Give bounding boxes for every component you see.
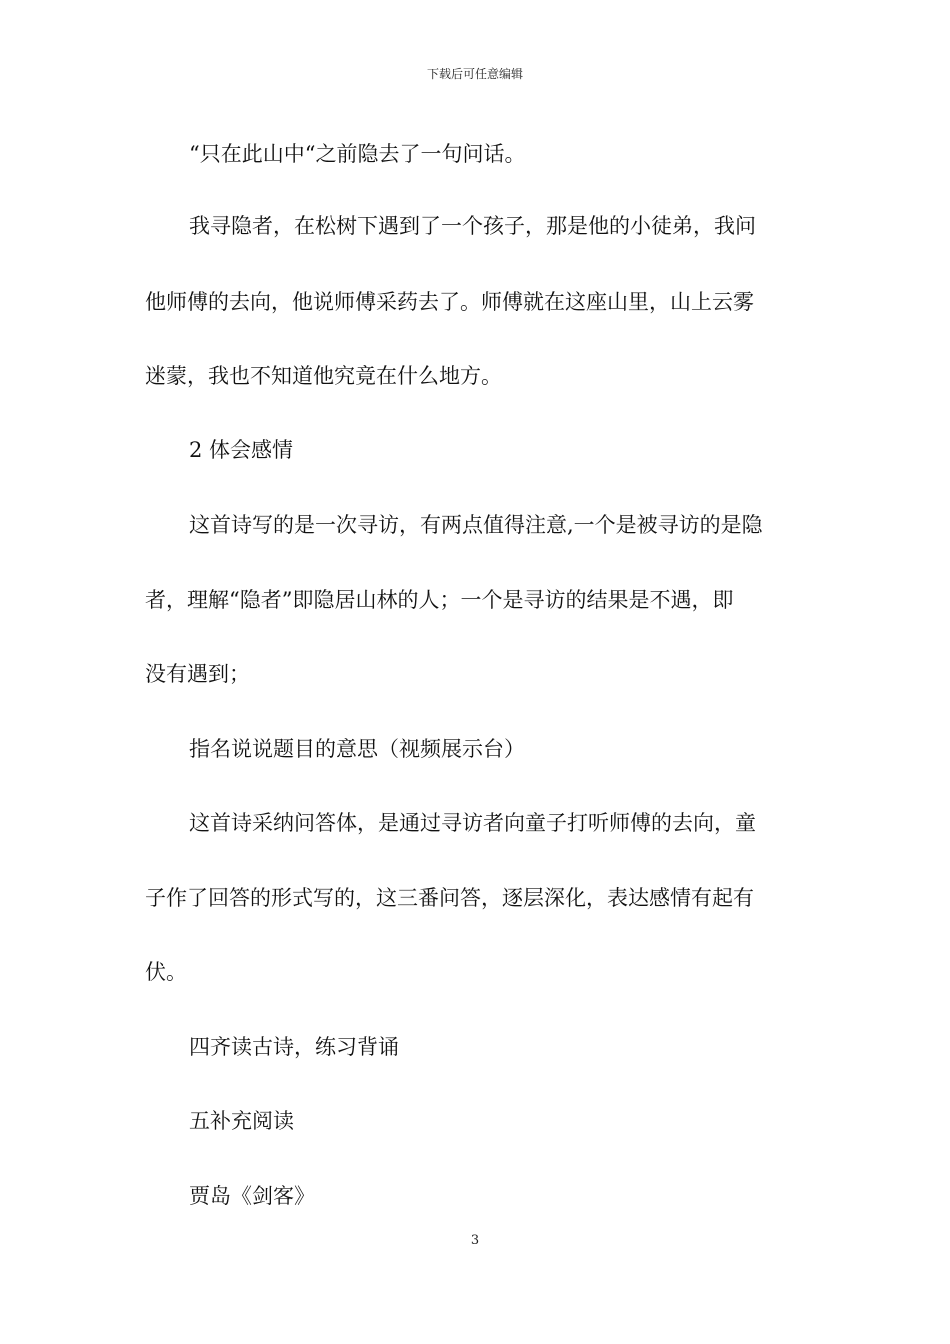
paragraph-line: 他师傅的去向，他说师傅采药去了。师傅就在这座山里，山上云雾 [145, 290, 754, 314]
paragraph-line: 迷蒙，我也不知道他究竟在什么地方。 [145, 364, 502, 388]
paragraph-line: 我寻隐者，在松树下遇到了一个孩子，那是他的小徒弟，我问 [189, 214, 756, 238]
page-number: 3 [470, 1233, 480, 1248]
paragraph-line: 这首诗采纳问答体，是通过寻访者向童子打听师傅的去向，童 [189, 811, 756, 835]
paragraph-line: 指名说说题目的意思（视频展示台） [189, 737, 525, 761]
paragraph-line: 者，理解“隐者”即隐居山林的人；一个是寻访的结果是不遇，即 [145, 588, 734, 612]
section-heading: 2 体会感情 [189, 438, 294, 462]
paragraph-line: 没有遇到； [145, 662, 250, 686]
paragraph-line: 这首诗写的是一次寻访，有两点值得注意,一个是被寻访的是隐 [189, 513, 763, 537]
paragraph-line: “只在此山中“之前隐去了一句问话。 [189, 142, 526, 166]
paragraph-line: 子作了回答的形式写的，这三番问答，逐层深化，表达感情有起有 [145, 886, 754, 910]
section-heading: 四齐读古诗，练习背诵 [189, 1035, 399, 1059]
paragraph-line: 伏。 [145, 960, 187, 984]
page-header: 下载后可任意编辑 [426, 67, 523, 81]
poem-title: 贾岛《剑客》 [189, 1184, 315, 1208]
section-heading: 五补充阅读 [189, 1109, 294, 1133]
